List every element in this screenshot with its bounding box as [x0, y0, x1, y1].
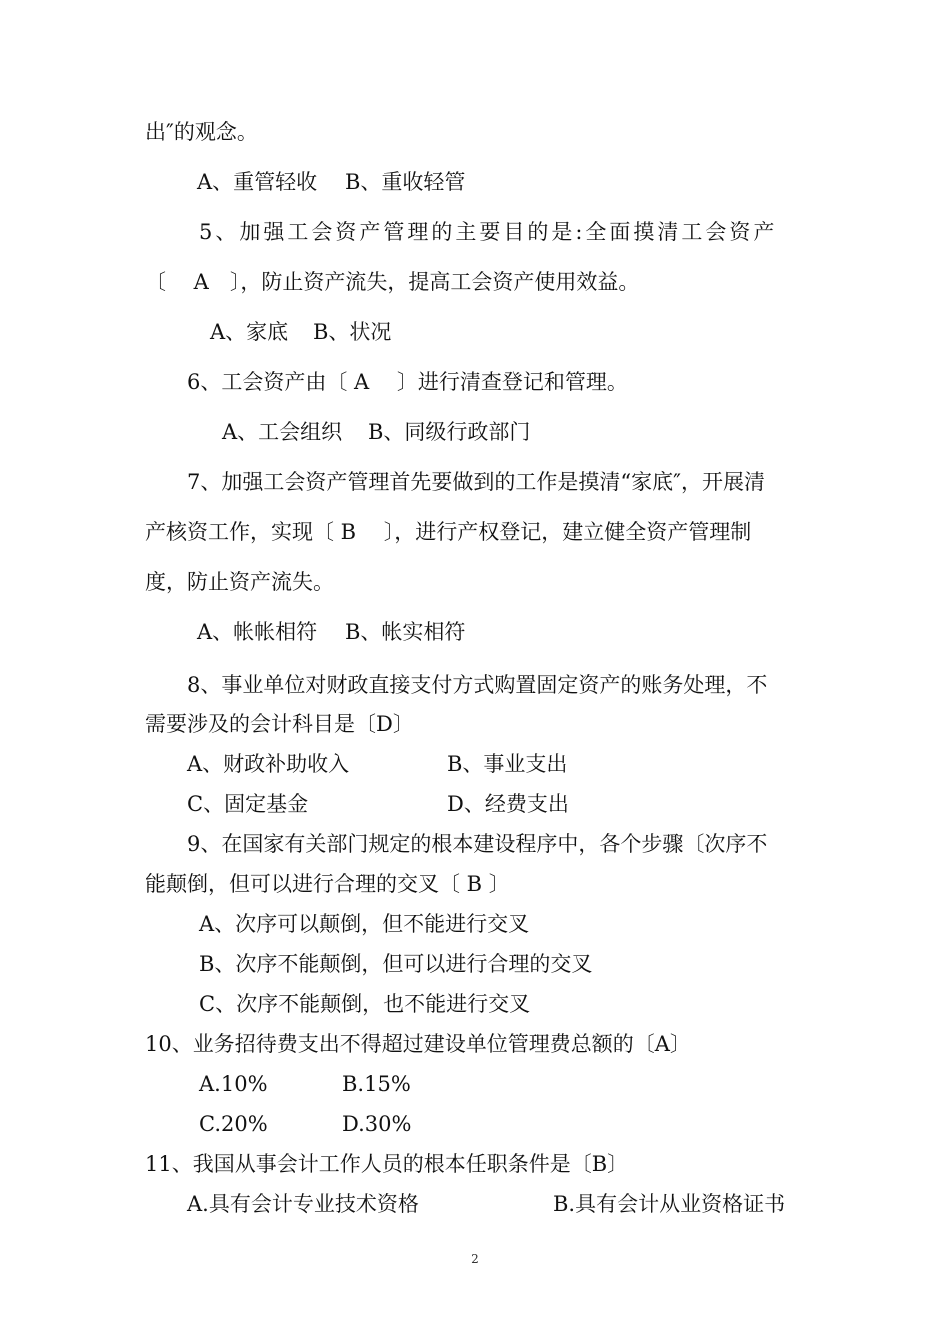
question-6: 6、工会资产由〔 A 〕进行清查登记和管理。	[187, 370, 628, 394]
text-line: 产核资工作，实现〔 B 〕，进行产权登记，建立健全资产管理制	[145, 520, 752, 544]
option-a: A、工会组织	[222, 420, 343, 444]
option-a: A、财政补助收入	[187, 752, 350, 776]
option-b: B、帐实相符	[345, 620, 466, 644]
question-7: 7、加强工会资产管理首先要做到的工作是摸清“家底″，开展清	[187, 470, 765, 494]
option-b: B、同级行政部门	[368, 420, 531, 444]
option-c: C.20%	[199, 1112, 268, 1136]
text-line: 出″的观念。	[145, 120, 258, 144]
option-a: A、次序可以颠倒，但不能进行交叉	[199, 912, 530, 936]
question-11: 11、我国从事会计工作人员的根本任职条件是〔B〕	[145, 1152, 629, 1176]
text-line: 需要涉及的会计科目是〔D〕	[145, 712, 414, 736]
text-line: 能颠倒，但可以进行合理的交叉〔 B 〕	[145, 872, 510, 896]
option-c: C、次序不能颠倒，也不能进行交叉	[199, 992, 531, 1016]
option-c: C、固定基金	[187, 792, 309, 816]
option-a: A、家底	[210, 320, 289, 344]
question-5: 5、加强工会资产管理的主要目的是:全面摸清工会资产	[199, 220, 778, 244]
option-d: D.30%	[342, 1112, 412, 1136]
option-a: A、重管轻收	[197, 170, 318, 194]
page-number: 2	[471, 1252, 479, 1266]
option-a: A.具有会计专业技术资格	[187, 1192, 419, 1216]
question-10: 10、业务招待费支出不得超过建设单位管理费总额的〔A〕	[145, 1032, 691, 1056]
text-line: 度，防止资产流失。	[145, 570, 334, 594]
option-a: A.10%	[199, 1072, 268, 1096]
question-8: 8、事业单位对财政直接支付方式购置固定资产的账务处理，不	[187, 673, 768, 697]
option-d: D、经费支出	[447, 792, 569, 816]
option-b: B、状况	[313, 320, 392, 344]
option-b: B、事业支出	[447, 752, 568, 776]
question-9: 9、在国家有关部门规定的根本建设程序中，各个步骤〔次序不	[187, 832, 768, 856]
option-b: B、次序不能颠倒，但可以进行合理的交叉	[199, 952, 593, 976]
option-b: B.15%	[342, 1072, 411, 1096]
text-line: 〔 A 〕，防止资产流失，提高工会资产使用效益。	[145, 270, 640, 294]
option-a: A、帐帐相符	[197, 620, 318, 644]
option-b: B、重收轻管	[345, 170, 466, 194]
option-b: B.具有会计从业资格证书	[553, 1192, 786, 1216]
